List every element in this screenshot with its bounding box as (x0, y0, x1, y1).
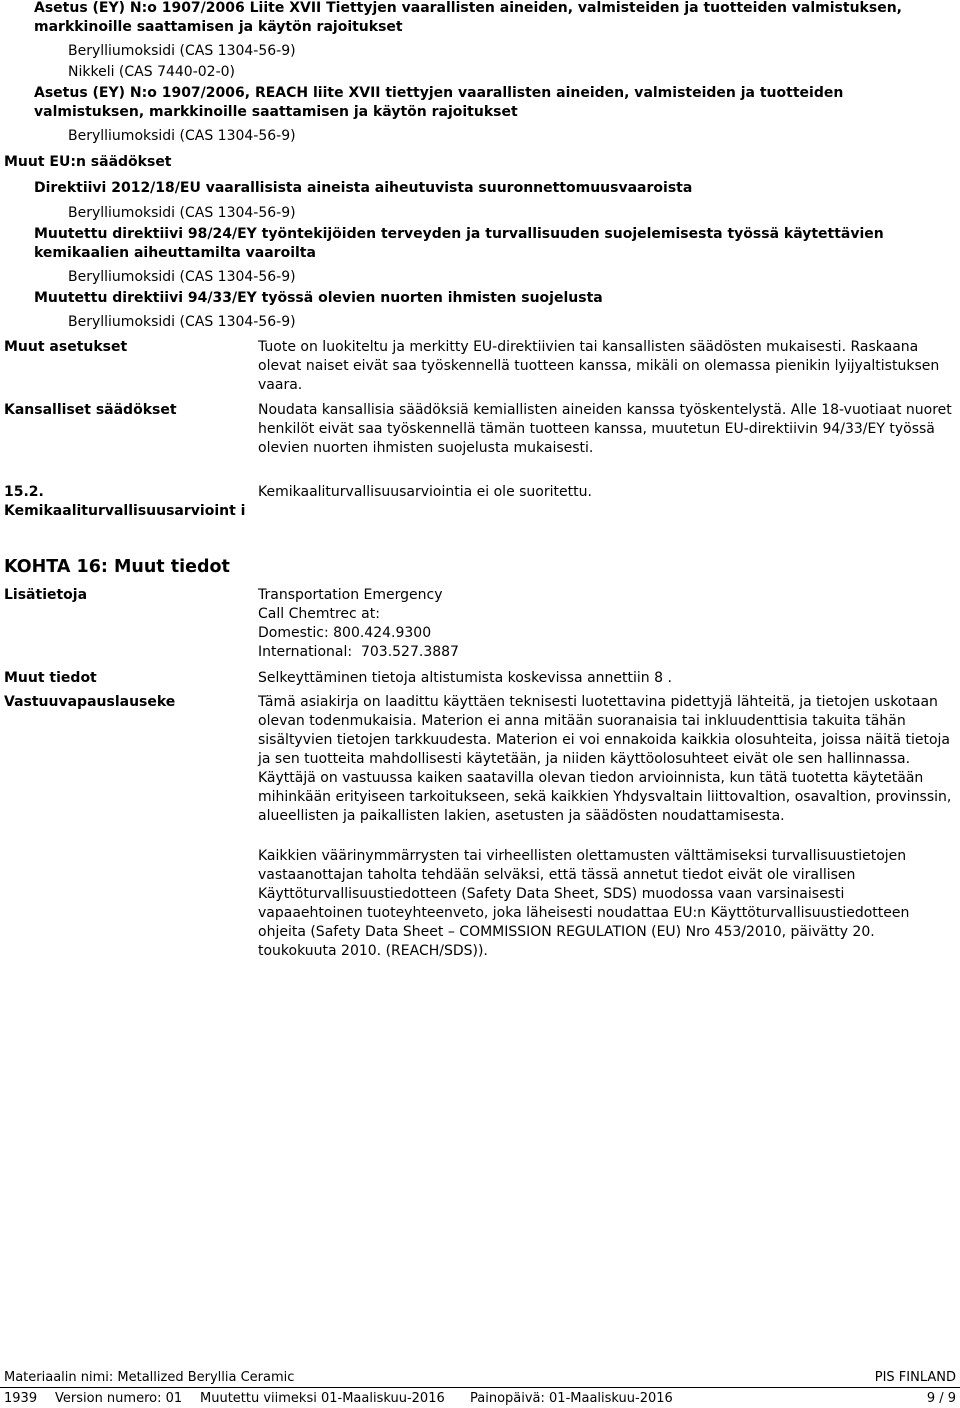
assessment-label: Kemikaaliturvallisuusarvioint i (4, 503, 246, 519)
other-eu-heading: Muut EU:n säädökset (4, 154, 172, 170)
national-regulations-text: Noudata kansallisia säädöksiä kemiallisten aineiden kanssa työskentelystä. Alle 18-vuotiaat nuoret henkilöt eivät saa työskennellä tämän tuotteen kanssa, muutetun EU-direktiivin 94/33/EY työssä olevien nuorten ihmisten suojelusta mukaisesti. (258, 402, 952, 456)
directive-chemical-heading: Muutettu direktiivi 98/24/EY työntekijöiden terveyden ja turvallisuuden suojelemisesta työssä käytettävien kemikaalien aiheuttamilta vaaroilta (34, 226, 884, 261)
other-regulations-text: Tuote on luokiteltu ja merkitty EU-direktiivien tai kansallisten säädösten mukaisesti. Raskaana olevat naiset eivät saa työskennellä tuotteen kanssa, mikäli on olemassa pienikin lyijyaltistuksen vaara. (258, 339, 940, 393)
additional-info-block (258, 586, 952, 662)
section-16-heading: KOHTA 16: Muut tiedot (4, 557, 230, 577)
national-regulations-label: Kansalliset säädökset (4, 402, 177, 418)
assessment-number: 15.2. (4, 484, 44, 500)
additional-info-line: Call Chemtrec at: (258, 606, 380, 622)
disclaimer-paragraph: Tämä asiakirja on laadittu käyttäen teknisesti luotettavina pidettyjä lähteitä, ja tietojen uskotaan olevan todenmukaisia. Materion ei anna mitään suoranaisia tai inkluudenttisia takuita tähän sisältyvien tietojen tarkkuudesta. Materion ei voi ennakoida kaikkia olosuhteita, joissa näitä tietoja ja sen tuotteita mahdollisesti käytetään, ja niiden käyttöolosuhteet eivät ole sen hallinnassa. Käyttäjä on vastuussa kaiken saatavilla olevan tiedon arvioinnista, kun tätä tuotetta käytetään mihinkään erityiseen tarkoitukseen, sekä kaikkien Yhdysvaltain liittovaltion, osavaltion, provinssin, alueellisten ja paikallisten lakien, asetusten ja säädösten noudattamisesta. (258, 694, 952, 824)
additional-info-line: Domestic: 800.424.9300 (258, 625, 432, 641)
restriction-heading: Asetus (EY) N:o 1907/2006 Liite XVII Tiettyjen vaarallisten aineiden, valmisteiden ja tuotteiden valmistuksen, markkinoille saattamisen ja käytön rajoitukset (34, 0, 902, 35)
disclaimer-paragraph: Kaikkien väärinymmärrysten tai virheellisten olettamusten välttämiseksi turvallisuustietojen vastaanottajan taholta tehdään selväksi, että tässä annetut tiedot eivät ole virallisen Käyttöturvallisuustiedotteen (Safety Data Sheet, SDS) muodossa vaan varsinaisesti vapaaehtoinen tuoteyhteenveto, joka läheisesti noudattaa EU:n Käyttöturvallisuustiedotteen ohjeita (Safety Data Sheet – COMMISSION REGULATION (EU) Nro 453/2010, päivätty 20. toukokuuta 2010. (REACH/SDS)). (258, 848, 910, 959)
disclaimer-label: Vastuuvapauslauseke (4, 694, 176, 710)
directive-youth-heading: Muutettu direktiivi 94/33/EY työssä olevien nuorten ihmisten suojelusta (34, 290, 603, 306)
restriction-item: Nikkeli (CAS 7440-02-0) (68, 64, 235, 80)
restriction-item: Berylliumoksidi (CAS 1304-56-9) (68, 43, 296, 59)
footer-doc-id: 1939 (4, 1391, 38, 1406)
additional-info-label: Lisätietoja (4, 587, 88, 603)
other-regulations-label: Muut asetukset (4, 339, 128, 355)
directive-chemical-item: Berylliumoksidi (CAS 1304-56-9) (68, 269, 296, 285)
directive-major-accident-item: Berylliumoksidi (CAS 1304-56-9) (68, 205, 296, 221)
additional-info-line: Transportation Emergency (258, 587, 443, 603)
footer-divider (0, 1387, 960, 1388)
additional-info-line: International: 703.527.3887 (258, 644, 459, 660)
reach-heading: Asetus (EY) N:o 1907/2006, REACH liite XVII tiettyjen vaarallisten aineiden, valmisteiden ja tuotteiden valmistuksen, markkinoille saattamisen ja käytön rajoitukset (34, 85, 844, 120)
directive-major-accident-heading: Direktiivi 2012/18/EU vaarallisista aineista aiheutuvista suuronnettomuusvaaroista (34, 180, 693, 196)
footer-doc-type: PIS FINLAND (874, 1370, 956, 1385)
assessment-text: Kemikaaliturvallisuusarviointia ei ole suoritettu. (258, 484, 592, 500)
footer-material-name: Materiaalin nimi: Metallized Beryllia Ceramic (4, 1370, 295, 1385)
footer-printed: Painopäivä: 01-Maaliskuu-2016 (470, 1391, 673, 1406)
directive-youth-item: Berylliumoksidi (CAS 1304-56-9) (68, 314, 296, 330)
other-info-text: Selkeyttäminen tietoja altistumista koskevissa annettiin 8 . (258, 670, 672, 686)
footer-page-number: 9 / 9 (926, 1391, 956, 1406)
footer-version: Version numero: 01 (55, 1391, 183, 1406)
disclaimer-block (258, 693, 952, 961)
other-info-label: Muut tiedot (4, 670, 97, 686)
footer-revised: Muutettu viimeksi 01-Maaliskuu-2016 (200, 1391, 445, 1406)
reach-item: Berylliumoksidi (CAS 1304-56-9) (68, 128, 296, 144)
